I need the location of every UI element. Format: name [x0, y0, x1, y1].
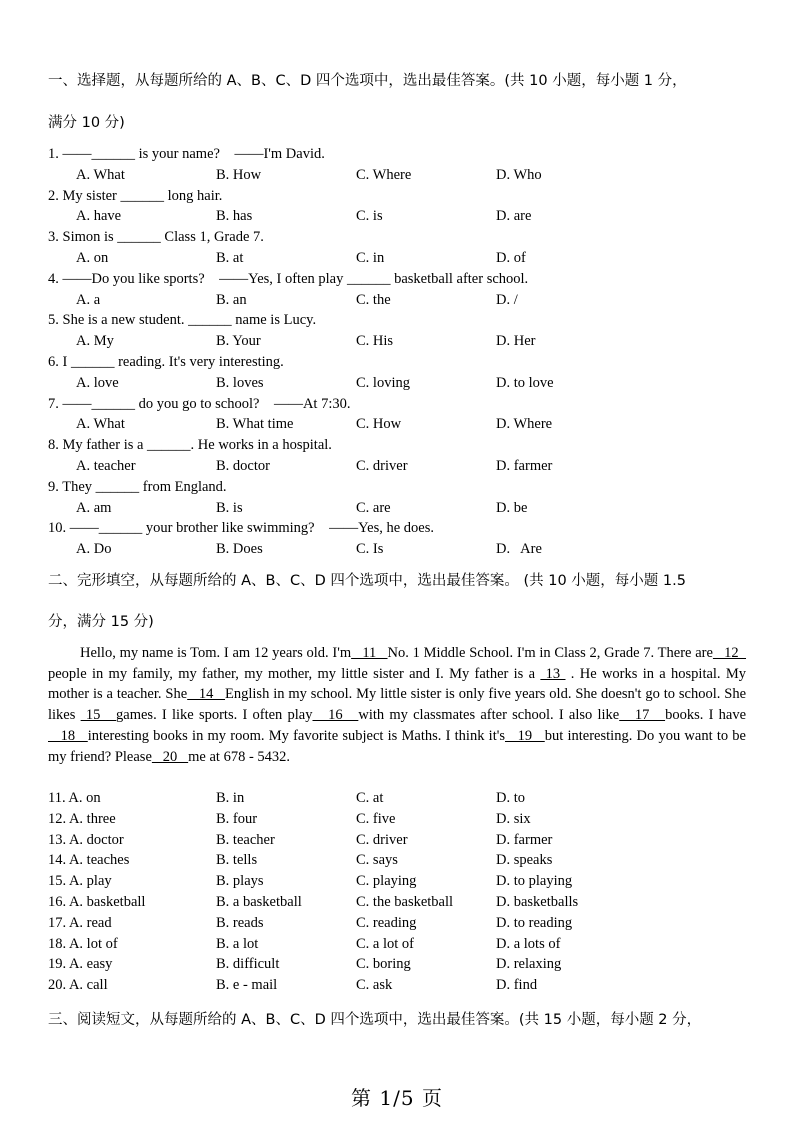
cloze-option-row: [0, 809, 794, 830]
passage-text: with my classmates after school. I also like: [358, 707, 620, 724]
passage-text: me at 678 - 5432.: [188, 748, 291, 765]
cloze-blank: 15: [80, 707, 117, 724]
cloze-passage: [48, 643, 746, 767]
option-d: D. speaks: [496, 852, 553, 869]
option-a: 15. A. play: [48, 873, 112, 890]
option-d: D. Who: [496, 166, 542, 183]
cloze-option-row: [0, 892, 794, 913]
option-b: B. an: [216, 291, 247, 308]
option-b: B. loves: [216, 374, 264, 391]
option-d: D. to: [496, 790, 525, 806]
option-a: A. What: [76, 416, 125, 433]
option-d: D. /: [496, 291, 518, 308]
option-d: D. Are: [496, 541, 542, 558]
option-d: D. six: [496, 810, 531, 827]
question-stem: 3. Simon is ______ Class 1, Grade 7.: [48, 229, 264, 246]
option-row: [0, 165, 794, 186]
option-c: C. the basketball: [356, 894, 454, 910]
cloze-option-row: [0, 871, 794, 892]
option-a: A. What: [76, 166, 125, 183]
question-stem: 2. My sister ______ long hair.: [48, 187, 223, 204]
option-d: D. find: [496, 977, 538, 994]
cloze-option-row: [0, 830, 794, 851]
option-b: B. tells: [216, 852, 258, 869]
option-b: B. reads: [216, 914, 264, 931]
option-c: C. playing: [356, 873, 417, 890]
option-a: A. have: [76, 208, 122, 225]
option-a: A. am: [76, 499, 112, 516]
cloze-blank: 17: [619, 707, 666, 724]
cloze-blank: 12: [712, 645, 747, 661]
option-a: 11. A. on: [48, 790, 101, 806]
option-a: A. love: [76, 374, 119, 391]
option-b: B. in: [216, 790, 245, 806]
option-c: C. says: [356, 852, 398, 869]
option-d: D. to love: [496, 374, 554, 391]
passage-text: interesting books in my room. My favorite subject is Maths. I think it's: [87, 727, 505, 744]
option-d: D. to playing: [496, 873, 573, 890]
option-c: C. is: [356, 208, 383, 225]
passage-text: English in my school. My little sister is only five years old. She doesn't go to school. She likes: [48, 686, 747, 724]
option-b: B. plays: [216, 873, 264, 890]
option-b: B. a lot: [216, 935, 259, 952]
question-stem: 7. ——______ do you go to school? ——At 7:30.: [48, 395, 351, 412]
passage-text: books. I have: [665, 707, 746, 724]
passage-text: games. I like sports. I often play: [116, 707, 313, 724]
option-a: 14. A. teaches: [48, 852, 130, 869]
option-d: D. farmer: [496, 458, 553, 474]
option-b: B. is: [216, 499, 243, 516]
option-c: C. in: [356, 250, 385, 266]
option-a: 13. A. doctor: [48, 831, 124, 848]
cloze-blank: 16: [312, 707, 359, 724]
option-row: [0, 498, 794, 519]
option-b: B. teacher: [216, 831, 275, 848]
option-b: B. four: [216, 810, 258, 827]
option-d: D. relaxing: [496, 956, 562, 973]
passage-text: . He works in a hospital. My mother is a teacher. She: [48, 665, 747, 703]
passage-text: but interesting. Do you want to be my friend? Please: [48, 727, 746, 765]
option-b: B. How: [216, 166, 262, 183]
passage-text: people in my family, my father, my mother, my little sister and I. My father is a: [48, 665, 541, 682]
cloze-option-row: [0, 975, 794, 996]
option-c: C. a lot of: [356, 935, 414, 952]
option-a: 19. A. easy: [48, 956, 113, 973]
question-stem: 9. They ______ from England.: [48, 478, 227, 495]
cloze-blank: 18: [48, 727, 88, 744]
option-c: C. Where: [356, 166, 412, 183]
option-c: C. driver: [356, 458, 408, 474]
option-a: 18. A. lot of: [48, 935, 118, 952]
option-d: D. are: [496, 208, 532, 225]
option-b: B. e - mail: [216, 977, 278, 994]
option-d: D. basketballs: [496, 894, 579, 910]
option-a: A. Do: [76, 541, 112, 558]
option-row: [0, 414, 794, 435]
option-row: [0, 248, 794, 269]
option-c: C. Is: [356, 541, 384, 558]
question-stem: 4. ——Do you like sports? ——Yes, I often play ______ basketball after school.: [48, 270, 529, 287]
option-b: B. has: [216, 208, 253, 225]
option-d: D. of: [496, 250, 526, 266]
option-row: [0, 331, 794, 352]
question-stem: 10. ——______ your brother like swimming? ——Yes, he does.: [48, 520, 434, 537]
option-b: B. doctor: [216, 458, 270, 474]
option-a: A. teacher: [76, 458, 136, 474]
option-c: C. How: [356, 416, 402, 433]
cloze-blank: 11: [351, 645, 388, 661]
cloze-option-row: [0, 934, 794, 955]
option-b: B. a basketball: [216, 894, 302, 910]
option-a: A. My: [76, 333, 114, 350]
option-row: [0, 290, 794, 311]
option-c: C. five: [356, 810, 396, 827]
option-row: [0, 373, 794, 394]
section3-title-line1: 三、阅读短文，从每题所给的 A、B、C、D 四个选项中，选出最佳答案。(共 15 小题，每小题 2 分，: [48, 1012, 702, 1028]
option-d: D. farmer: [496, 831, 553, 848]
option-d: D. to reading: [496, 914, 573, 931]
option-b: B. Does: [216, 541, 263, 558]
option-a: 17. A. read: [48, 914, 112, 931]
option-a: 20. A. call: [48, 977, 108, 994]
option-a: 16. A. basketball: [48, 894, 146, 910]
option-d: D. Where: [496, 416, 553, 433]
cloze-option-row: [0, 954, 794, 975]
cloze-blank: 19: [504, 727, 545, 744]
cloze-blank: 14: [187, 686, 226, 703]
option-c: C. ask: [356, 977, 393, 994]
option-b: B. at: [216, 250, 244, 266]
option-row: [0, 539, 794, 560]
option-c: C. His: [356, 333, 394, 350]
option-b: B. Your: [216, 333, 261, 350]
question-stem: 1. ——______ is your name? ——I'm David.: [48, 146, 325, 162]
option-d: D. be: [496, 499, 528, 516]
cloze-blank: 20: [151, 748, 189, 765]
option-b: B. difficult: [216, 956, 280, 973]
option-row: [0, 206, 794, 227]
option-d: D. Her: [496, 333, 536, 350]
option-c: C. are: [356, 499, 391, 516]
section2-title-line1: 二、完形填空，从每题所给的 A、B、C、D 四个选项中，选出最佳答案。 (共 10 小题，每小题 1.5: [48, 573, 686, 589]
section1-title-line2: 满分 10 分): [48, 115, 125, 131]
option-a: A. on: [76, 250, 109, 266]
option-c: C. driver: [356, 831, 408, 848]
option-c: C. loving: [356, 374, 410, 391]
section1-title-line1: 一、选择题，从每题所给的 A、B、C、D 四个选项中，选出最佳答案。(共 10 小题，每小题 1 分，: [48, 73, 687, 89]
option-c: C. the: [356, 291, 391, 308]
question-stem: 8. My father is a ______. He works in a hospital.: [48, 437, 332, 454]
cloze-option-row: [0, 913, 794, 934]
passage-text: Hello, my name is Tom. I am 12 years old. I'm: [80, 645, 352, 661]
cloze-blank: 13: [540, 665, 566, 682]
question-stem: 5. She is a new student. ______ name is Lucy.: [48, 312, 317, 329]
option-a: A. a: [76, 291, 101, 308]
option-d: D. a lots of: [496, 935, 561, 952]
option-c: C. boring: [356, 956, 411, 973]
cloze-option-row: [0, 788, 794, 809]
option-c: C. reading: [356, 914, 417, 931]
option-b: B. What time: [216, 416, 294, 433]
option-row: [0, 456, 794, 477]
cloze-option-row: [0, 850, 794, 871]
question-stem: 6. I ______ reading. It's very interesting.: [48, 354, 284, 370]
option-a: 12. A. three: [48, 810, 116, 827]
passage-text: No. 1 Middle School. I'm in Class 2, Grade 7. There are: [387, 645, 713, 661]
option-c: C. at: [356, 790, 384, 806]
page-number: 第 1/5 页: [351, 1086, 443, 1110]
section2-title-line2: 分，满分 15 分): [48, 614, 154, 630]
